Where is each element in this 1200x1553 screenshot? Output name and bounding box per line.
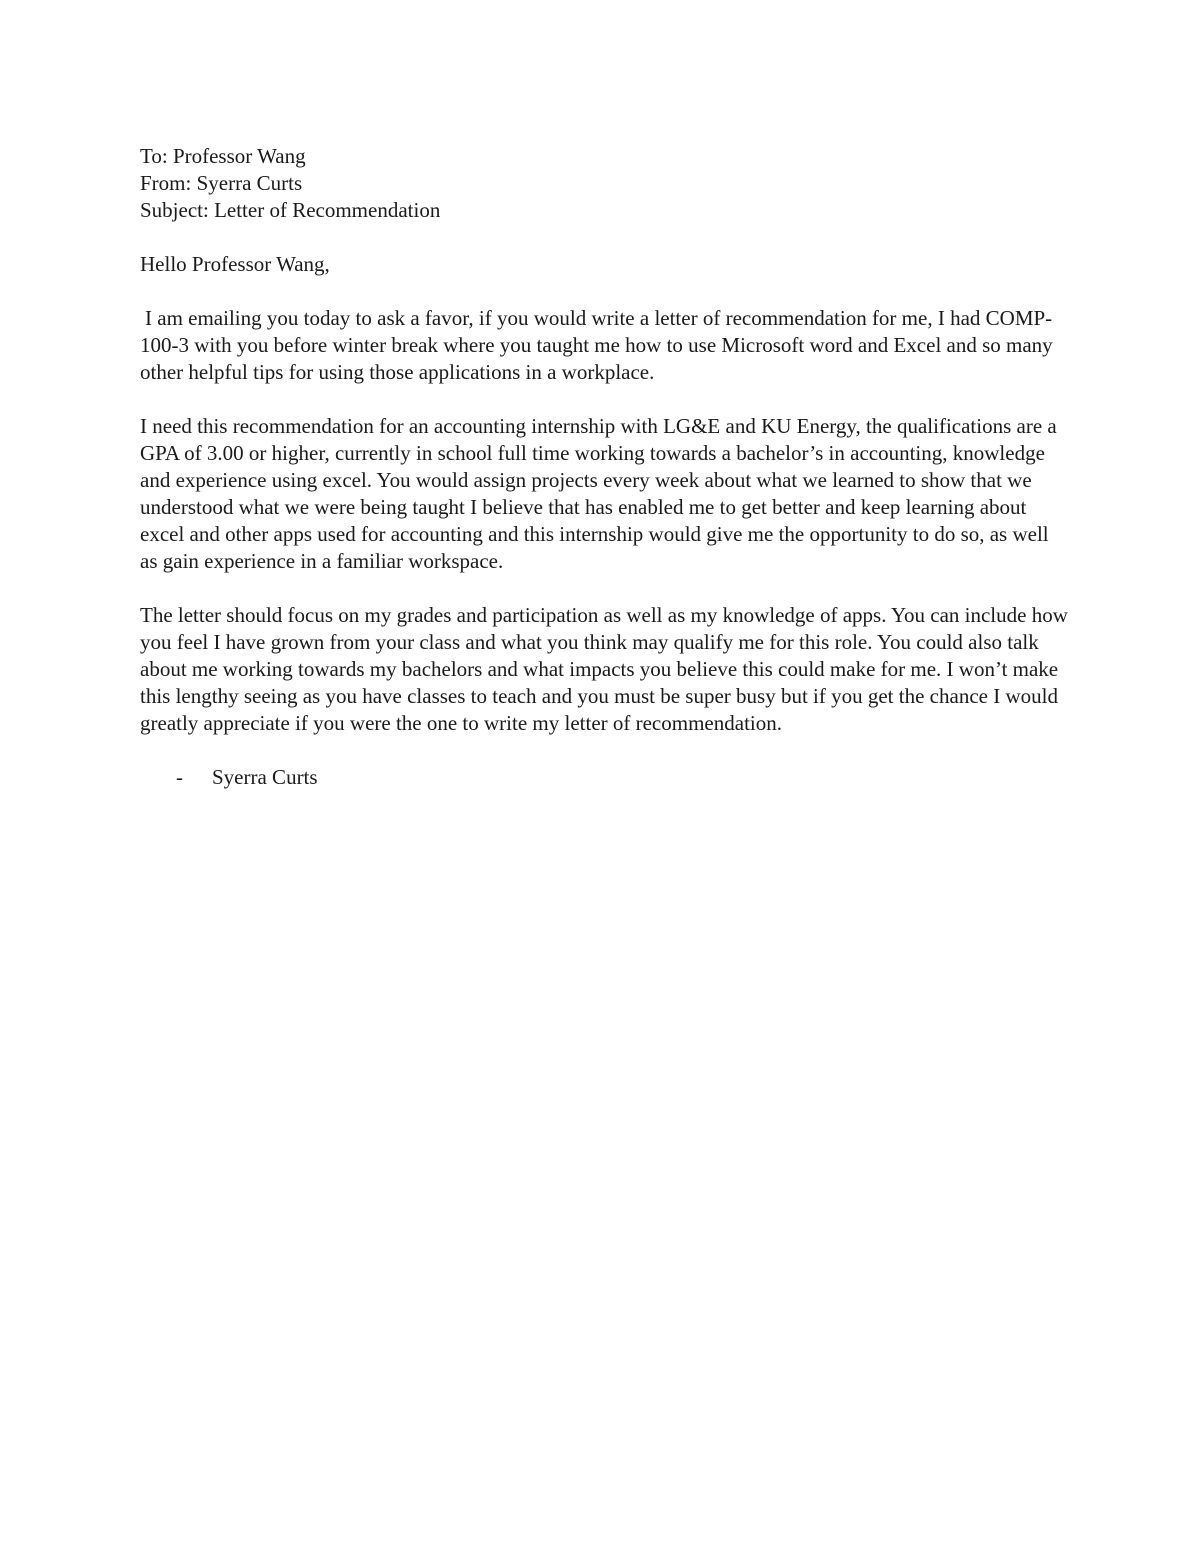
paragraph-request: I am emailing you today to ask a favor, if you would write a letter of recommendation for me, I had COMP-100-3 with you before winter break where you taught me how to use Microsoft word and Excel and so many other helpful tips for using those applications in a workplace. <box>140 306 1053 384</box>
memo-subject-line: Subject: Letter of Recommendation <box>140 198 441 222</box>
spacer <box>140 737 1070 764</box>
signature-line <box>176 764 1070 791</box>
greeting: Hello Professor Wang, <box>140 252 330 276</box>
paragraph-internship: I need this recommendation for an accounting internship with LG&E and KU Energy, the qualifications are a GPA of 3.00 or higher, currently in school full time working towards a bachelor’s in accounting, knowledge and experience using excel. You would assign projects every week about what we learned to show that we understood what we were being taught I believe that has enabled me to get better and keep learning about excel and other apps used for accounting and this internship would give me the opportunity to do so, as well as gain experience in a familiar workspace. <box>140 414 1057 573</box>
signature-name: Syerra Curts <box>212 765 318 789</box>
signature-dash: - <box>176 765 183 789</box>
paragraph-letter-focus: The letter should focus on my grades and participation as well as my knowledge of apps. You can include how you feel I have grown from your class and what you think may qualify me for this role. You could also talk about me working towards my bachelors and what impacts you believe this could make for me. I won’t make this lengthy seeing as you have classes to teach and you must be super busy but if you get the chance I would greatly appreciate if you were the one to write my letter of recommendation. <box>140 603 1068 735</box>
letter-body <box>140 143 1070 791</box>
spacer <box>140 575 1070 602</box>
spacer <box>140 224 1070 251</box>
spacer <box>140 278 1070 305</box>
memo-to-line: To: Professor Wang <box>140 144 306 168</box>
spacer <box>140 386 1070 413</box>
memo-from-line: From: Syerra Curts <box>140 171 303 195</box>
